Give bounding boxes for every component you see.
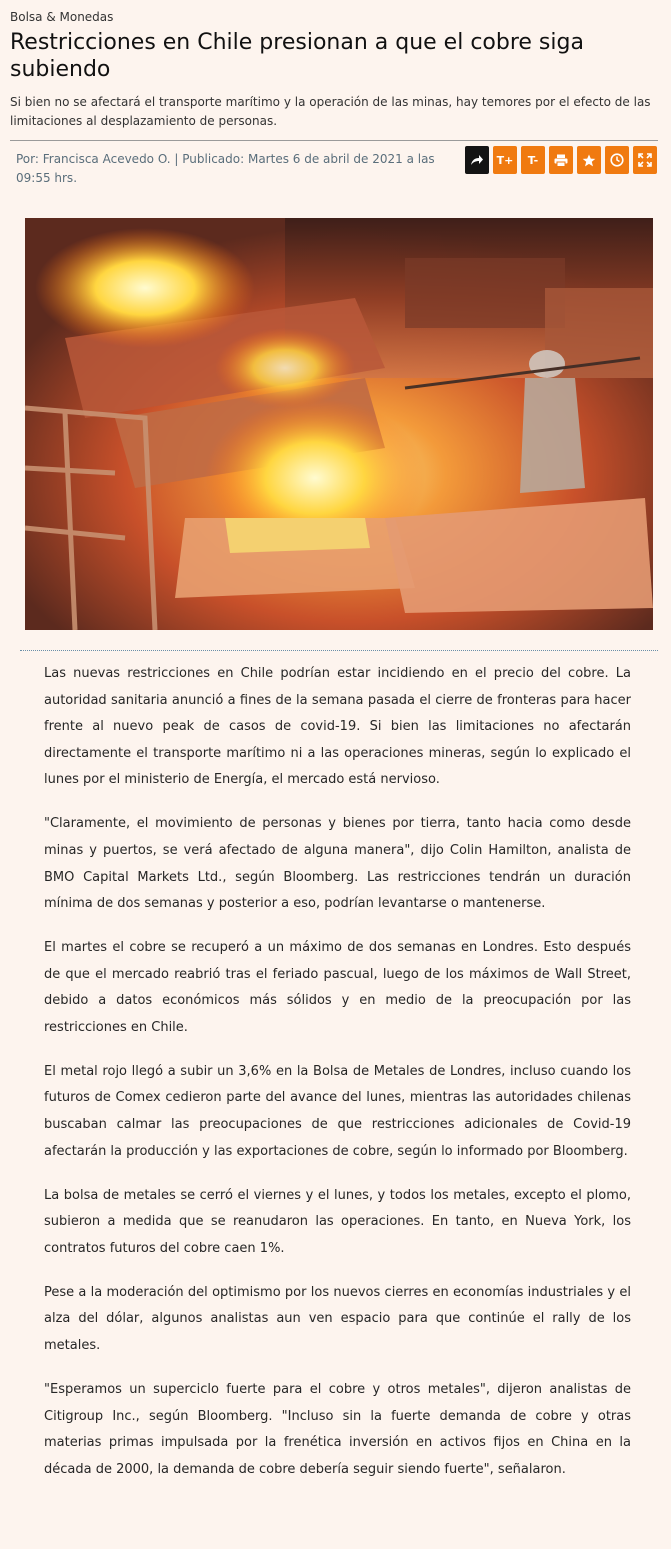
print-button[interactable] [549, 146, 573, 174]
section-label[interactable]: Bolsa & Monedas [10, 10, 114, 24]
article-paragraph: Las nuevas restricciones en Chile podrían estar incidiendo en el precio del cobre. La autoridad sanitaria anunció a fines de la semana pasada el cierre de fronteras para hacer frente al nuevo peak de casos de covid-19. Si bien las limitaciones no afectarán directamente el transporte marítimo ni a las operaciones mineras, según lo explicado el lunes por el ministerio de Energía, el mercado está nervioso. [44, 666, 631, 788]
content-divider [20, 650, 658, 651]
star-icon [582, 154, 596, 167]
article-paragraph: El martes el cobre se recuperó a un máximo de dos semanas en Londres. Esto después de que el mercado reabrió tras el feriado pascual, luego de los máximos de Wall Street, debido a datos económicos más sólidos y en medio de la preocupación por las restricciones en Chile. [44, 940, 631, 1035]
article-subtitle: Si bien no se afectará el transporte marítimo y la operación de las minas, hay temores por el efecto de las limitaciones al desplazamiento de personas. [10, 95, 651, 128]
history-button[interactable] [605, 146, 629, 174]
byline: Por: Francisca Acevedo O. | Publicado: Martes 6 de abril de 2021 a las 09:55 hrs. [16, 152, 435, 185]
share-button[interactable] [465, 146, 489, 174]
article-body [44, 661, 631, 1501]
article-title: Restricciones en Chile presionan a que el cobre siga subiendo [10, 30, 584, 82]
text-increase-button[interactable]: T+ [493, 146, 517, 174]
text-decrease-button[interactable]: T- [521, 146, 545, 174]
article-paragraph: El metal rojo llegó a subir un 3,6% en la Bolsa de Metales de Londres, incluso cuando los futuros de Comex cedieron parte del avance del lunes, mientras las autoridades chilenas buscaban calmar las preocupaciones de que restricciones adicionales de Covid-19 afectarán la producción y las exportaciones de cobre, según lo informado por Bloomberg. [44, 1063, 631, 1159]
favorite-button[interactable] [577, 146, 601, 174]
header-divider [10, 140, 658, 141]
article-toolbar [465, 146, 657, 174]
share-icon [470, 154, 484, 166]
article-photo [25, 218, 653, 630]
print-icon [554, 154, 568, 167]
fullscreen-button[interactable] [633, 146, 657, 174]
article-paragraph: Pese a la moderación del optimismo por los nuevos cierres en economías industriales y el alza del dólar, algunos analistas aun ven espacio para que continúe el rally de los metales. [44, 1284, 631, 1354]
article-paragraph: "Claramente, el movimiento de personas y bienes por tierra, tanto hacia como desde minas y puertos, se verá afectado de alguna manera", dijo Colin Hamilton, analista de BMO Capital Markets Ltd., según Bloomberg. Las restricciones tendrán un duración mínima de dos semanas y posterior a eso, podrían levantarse o mantenerse. [44, 816, 631, 912]
article-paragraph: "Esperamos un superciclo fuerte para el cobre y otros metales", dijeron analistas de Citigroup Inc., según Bloomberg. "Incluso sin la fuerte demanda de cobre y otras materias primas impulsada por la frenética inversión en activos fijos en China en la década de 2000, la demanda de cobre debería seguir siendo fuerte", señalaron. [44, 1382, 631, 1477]
fullscreen-icon [638, 153, 652, 167]
article-paragraph: La bolsa de metales se cerró el viernes y el lunes, y todos los metales, excepto el plomo, subieron a medida que se reanudaron las operaciones. En tanto, en Nueva York, los contratos futuros del cobre caen 1%. [44, 1187, 631, 1256]
clock-icon [610, 153, 624, 167]
